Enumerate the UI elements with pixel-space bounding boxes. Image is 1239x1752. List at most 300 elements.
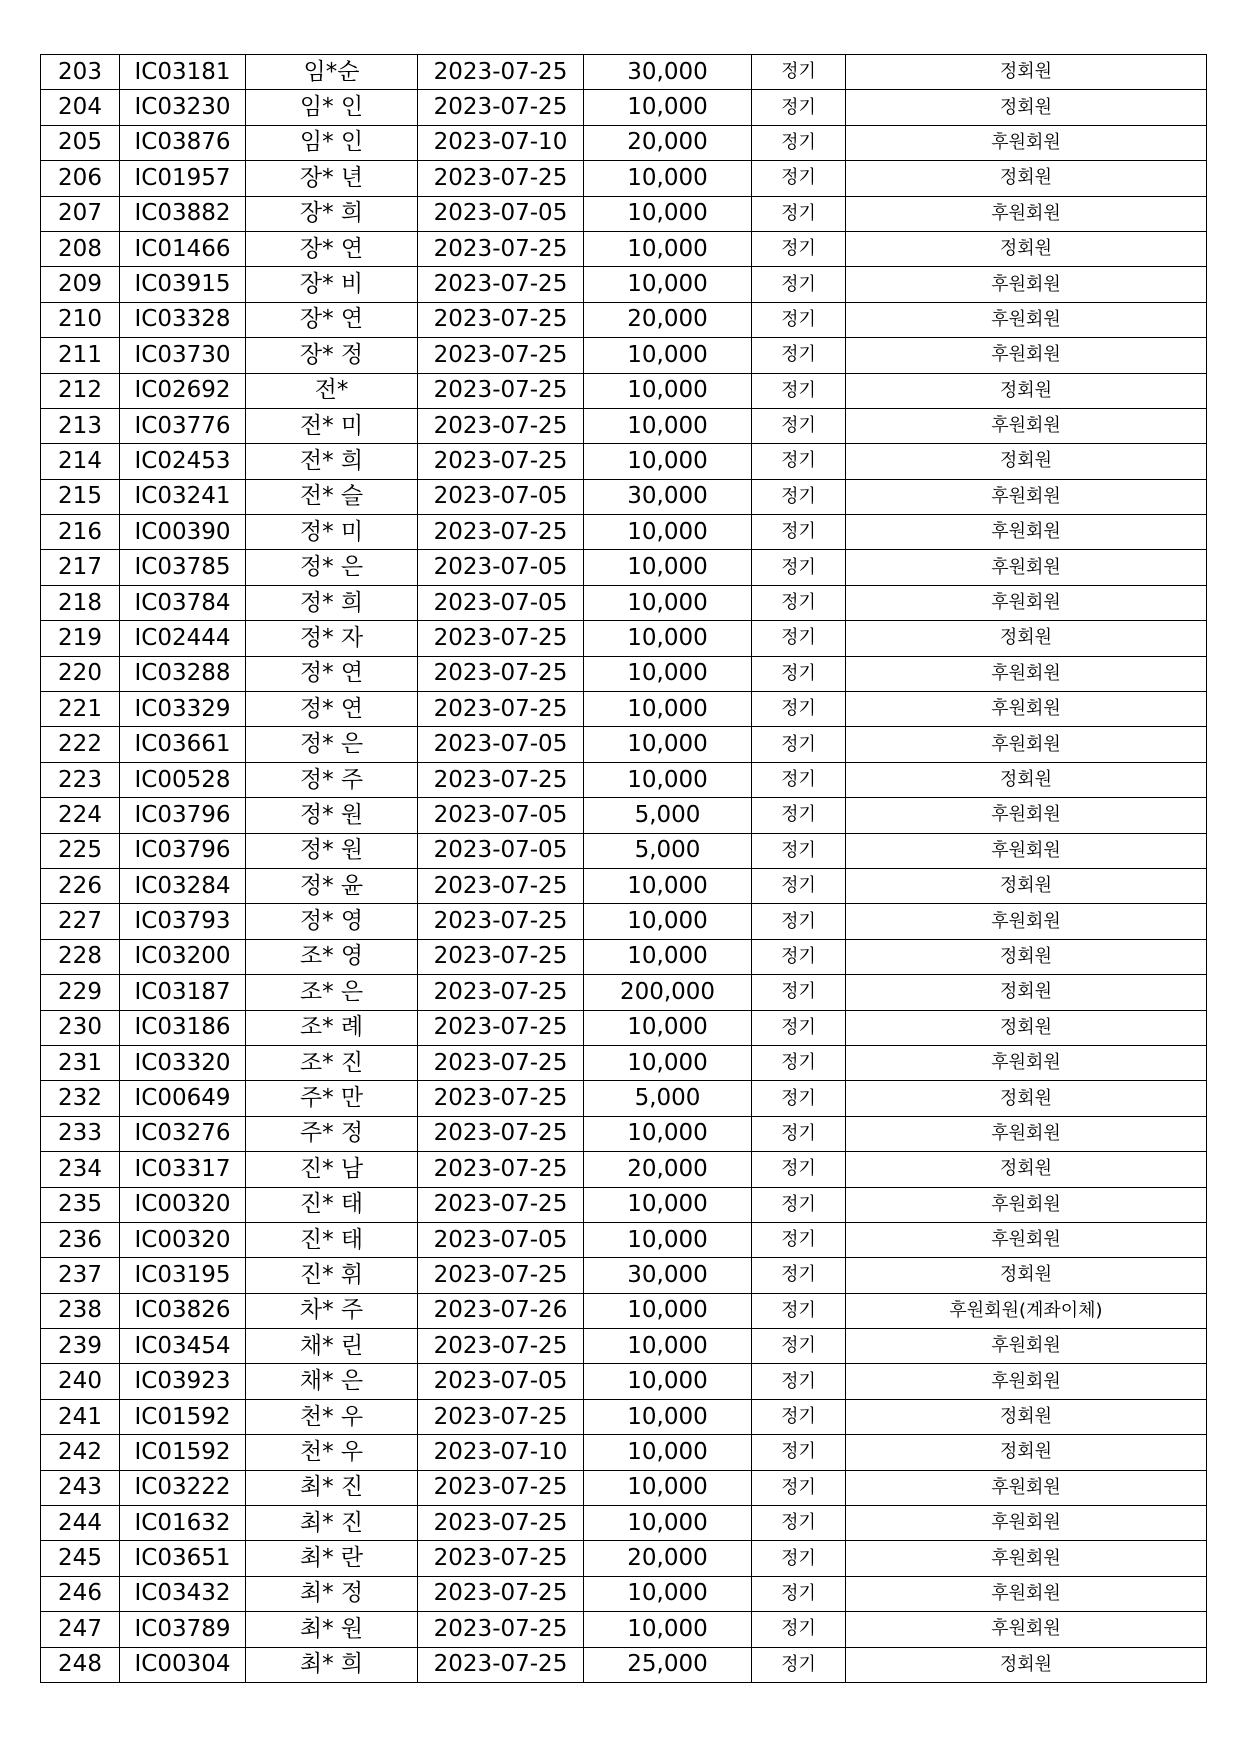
row-number-cell: 211	[41, 338, 120, 373]
donor-name-cell: 정* 원	[246, 798, 418, 833]
donor-id-cell: IC03288	[120, 656, 246, 691]
donation-type-cell: 정기	[752, 621, 846, 656]
donor-id-cell: IC03320	[120, 1045, 246, 1080]
row-number-cell: 213	[41, 408, 120, 443]
donation-date-cell: 2023-07-25	[418, 1576, 584, 1611]
donation-type-cell: 정기	[752, 1329, 846, 1364]
donation-date-cell: 2023-07-25	[418, 1010, 584, 1045]
donor-id-cell: IC03826	[120, 1293, 246, 1328]
donation-date-cell: 2023-07-05	[418, 727, 584, 762]
table-row	[41, 1258, 1207, 1293]
member-type-cell: 후원회원	[846, 338, 1207, 373]
member-type-cell: 정회원	[846, 161, 1207, 196]
donation-type-cell: 정기	[752, 1293, 846, 1328]
donation-date-cell: 2023-07-25	[418, 692, 584, 727]
donation-date-cell: 2023-07-25	[418, 1258, 584, 1293]
donation-amount-cell: 10,000	[584, 1576, 752, 1611]
member-type-cell: 후원회원	[846, 1576, 1207, 1611]
donation-type-cell: 정기	[752, 479, 846, 514]
donation-amount-cell: 10,000	[584, 1399, 752, 1434]
row-number-cell: 220	[41, 656, 120, 691]
donor-id-cell: IC03776	[120, 408, 246, 443]
donor-id-cell: IC03230	[120, 90, 246, 125]
donation-amount-cell: 10,000	[584, 1187, 752, 1222]
donor-id-cell: IC03796	[120, 798, 246, 833]
donor-name-cell: 전* 희	[246, 444, 418, 479]
donor-id-cell: IC01592	[120, 1399, 246, 1434]
donation-type-cell: 정기	[752, 515, 846, 550]
table-row	[41, 762, 1207, 797]
member-type-cell: 정회원	[846, 939, 1207, 974]
member-type-cell: 후원회원	[846, 1329, 1207, 1364]
member-type-cell: 정회원	[846, 444, 1207, 479]
donor-name-cell: 장* 년	[246, 161, 418, 196]
row-number-cell: 246	[41, 1576, 120, 1611]
row-number-cell: 235	[41, 1187, 120, 1222]
donor-id-cell: IC03181	[120, 55, 246, 90]
row-number-cell: 227	[41, 904, 120, 939]
member-type-cell: 정회원	[846, 1010, 1207, 1045]
donation-type-cell: 정기	[752, 798, 846, 833]
donation-type-cell: 정기	[752, 550, 846, 585]
table-row	[41, 1399, 1207, 1434]
donation-amount-cell: 25,000	[584, 1647, 752, 1682]
donor-id-cell: IC03915	[120, 267, 246, 302]
member-type-cell: 후원회원	[846, 585, 1207, 620]
member-type-cell: 정회원	[846, 90, 1207, 125]
member-type-cell: 후원회원	[846, 833, 1207, 868]
donation-type-cell: 정기	[752, 692, 846, 727]
donation-date-cell: 2023-07-25	[418, 1612, 584, 1647]
member-type-cell: 정회원	[846, 868, 1207, 903]
donation-type-cell: 정기	[752, 1435, 846, 1470]
donation-amount-cell: 10,000	[584, 1045, 752, 1080]
row-number-cell: 225	[41, 833, 120, 868]
donation-amount-cell: 10,000	[584, 656, 752, 691]
donation-date-cell: 2023-07-25	[418, 408, 584, 443]
table-row	[41, 338, 1207, 373]
member-type-cell: 후원회원	[846, 1187, 1207, 1222]
donation-amount-cell: 10,000	[584, 1612, 752, 1647]
row-number-cell: 247	[41, 1612, 120, 1647]
row-number-cell: 232	[41, 1081, 120, 1116]
donor-name-cell: 최* 진	[246, 1470, 418, 1505]
table-row	[41, 1329, 1207, 1364]
donor-id-cell: IC01957	[120, 161, 246, 196]
donor-name-cell: 진* 태	[246, 1187, 418, 1222]
donation-amount-cell: 10,000	[584, 904, 752, 939]
donor-name-cell: 정* 영	[246, 904, 418, 939]
member-type-cell: 정회원	[846, 762, 1207, 797]
table-row	[41, 1293, 1207, 1328]
donation-type-cell: 정기	[752, 1399, 846, 1434]
donation-type-cell: 정기	[752, 125, 846, 160]
donation-type-cell: 정기	[752, 373, 846, 408]
donation-amount-cell: 10,000	[584, 550, 752, 585]
donor-name-cell: 정* 자	[246, 621, 418, 656]
donation-amount-cell: 10,000	[584, 585, 752, 620]
table-row	[41, 868, 1207, 903]
donation-amount-cell: 10,000	[584, 515, 752, 550]
row-number-cell: 223	[41, 762, 120, 797]
member-type-cell: 후원회원	[846, 550, 1207, 585]
donation-date-cell: 2023-07-05	[418, 798, 584, 833]
donation-type-cell: 정기	[752, 1647, 846, 1682]
donation-type-cell: 정기	[752, 55, 846, 90]
donor-id-cell: IC03651	[120, 1541, 246, 1576]
donor-name-cell: 장* 연	[246, 231, 418, 266]
donor-name-cell: 조* 영	[246, 939, 418, 974]
donor-name-cell: 진* 휘	[246, 1258, 418, 1293]
donor-id-cell: IC03785	[120, 550, 246, 585]
table-row	[41, 727, 1207, 762]
donation-amount-cell: 10,000	[584, 762, 752, 797]
member-type-cell: 후원회원	[846, 1506, 1207, 1541]
donation-type-cell: 정기	[752, 1010, 846, 1045]
table-row	[41, 444, 1207, 479]
row-number-cell: 212	[41, 373, 120, 408]
row-number-cell: 226	[41, 868, 120, 903]
donor-name-cell: 진* 태	[246, 1222, 418, 1257]
donor-id-cell: IC03882	[120, 196, 246, 231]
donor-id-cell: IC00304	[120, 1647, 246, 1682]
donation-type-cell: 정기	[752, 1187, 846, 1222]
donation-type-cell: 정기	[752, 1576, 846, 1611]
row-number-cell: 208	[41, 231, 120, 266]
donor-name-cell: 정* 은	[246, 727, 418, 762]
table-row	[41, 798, 1207, 833]
donor-id-cell: IC03661	[120, 727, 246, 762]
donor-name-cell: 정* 연	[246, 656, 418, 691]
donor-id-cell: IC00390	[120, 515, 246, 550]
donation-type-cell: 정기	[752, 1081, 846, 1116]
donation-date-cell: 2023-07-05	[418, 550, 584, 585]
row-number-cell: 229	[41, 975, 120, 1010]
donation-amount-cell: 10,000	[584, 1506, 752, 1541]
member-type-cell: 정회원	[846, 1399, 1207, 1434]
donation-date-cell: 2023-07-10	[418, 125, 584, 160]
donor-id-cell: IC03328	[120, 302, 246, 337]
donation-amount-cell: 20,000	[584, 302, 752, 337]
donation-type-cell: 정기	[752, 762, 846, 797]
donation-table	[40, 54, 1207, 1683]
row-number-cell: 224	[41, 798, 120, 833]
donation-type-cell: 정기	[752, 302, 846, 337]
donation-type-cell: 정기	[752, 585, 846, 620]
table-row	[41, 479, 1207, 514]
table-row	[41, 302, 1207, 337]
donation-type-cell: 정기	[752, 90, 846, 125]
donation-type-cell: 정기	[752, 1612, 846, 1647]
donation-type-cell: 정기	[752, 1541, 846, 1576]
table-row	[41, 621, 1207, 656]
table-row	[41, 1187, 1207, 1222]
table-row	[41, 1435, 1207, 1470]
donation-amount-cell: 10,000	[584, 939, 752, 974]
donor-id-cell: IC03276	[120, 1116, 246, 1151]
member-type-cell: 정회원	[846, 55, 1207, 90]
table-row	[41, 585, 1207, 620]
donor-name-cell: 천* 우	[246, 1435, 418, 1470]
table-row	[41, 1081, 1207, 1116]
donation-date-cell: 2023-07-25	[418, 868, 584, 903]
member-type-cell: 후원회원	[846, 1222, 1207, 1257]
table-row	[41, 1541, 1207, 1576]
table-row	[41, 1470, 1207, 1505]
row-number-cell: 243	[41, 1470, 120, 1505]
donation-date-cell: 2023-07-25	[418, 975, 584, 1010]
donation-amount-cell: 10,000	[584, 267, 752, 302]
table-row	[41, 231, 1207, 266]
member-type-cell: 후원회원	[846, 727, 1207, 762]
donor-name-cell: 최* 란	[246, 1541, 418, 1576]
donor-name-cell: 정* 희	[246, 585, 418, 620]
donation-date-cell: 2023-07-25	[418, 515, 584, 550]
donation-amount-cell: 10,000	[584, 1293, 752, 1328]
table-row	[41, 1010, 1207, 1045]
member-type-cell: 정회원	[846, 373, 1207, 408]
member-type-cell: 정회원	[846, 1647, 1207, 1682]
table-row	[41, 55, 1207, 90]
table-row	[41, 904, 1207, 939]
row-number-cell: 219	[41, 621, 120, 656]
donation-type-cell: 정기	[752, 267, 846, 302]
donation-type-cell: 정기	[752, 196, 846, 231]
donation-amount-cell: 10,000	[584, 161, 752, 196]
table-row	[41, 1045, 1207, 1080]
donation-date-cell: 2023-07-25	[418, 302, 584, 337]
donation-type-cell: 정기	[752, 161, 846, 196]
donation-type-cell: 정기	[752, 833, 846, 868]
member-type-cell: 후원회원(계좌이체)	[846, 1293, 1207, 1328]
donation-amount-cell: 10,000	[584, 1435, 752, 1470]
donor-id-cell: IC03784	[120, 585, 246, 620]
donation-amount-cell: 10,000	[584, 621, 752, 656]
row-number-cell: 217	[41, 550, 120, 585]
donor-id-cell: IC01632	[120, 1506, 246, 1541]
row-number-cell: 240	[41, 1364, 120, 1399]
donation-date-cell: 2023-07-25	[418, 338, 584, 373]
donation-amount-cell: 10,000	[584, 196, 752, 231]
donor-name-cell: 정* 윤	[246, 868, 418, 903]
donation-amount-cell: 5,000	[584, 798, 752, 833]
row-number-cell: 214	[41, 444, 120, 479]
member-type-cell: 정회원	[846, 1152, 1207, 1187]
member-type-cell: 정회원	[846, 975, 1207, 1010]
donor-id-cell: IC03329	[120, 692, 246, 727]
donation-amount-cell: 20,000	[584, 1152, 752, 1187]
donor-name-cell: 채* 린	[246, 1329, 418, 1364]
table-row	[41, 1506, 1207, 1541]
donation-type-cell: 정기	[752, 338, 846, 373]
donor-id-cell: IC00320	[120, 1222, 246, 1257]
donor-id-cell: IC03241	[120, 479, 246, 514]
table-row	[41, 1612, 1207, 1647]
row-number-cell: 207	[41, 196, 120, 231]
donation-type-cell: 정기	[752, 1152, 846, 1187]
donation-type-cell: 정기	[752, 408, 846, 443]
row-number-cell: 230	[41, 1010, 120, 1045]
row-number-cell: 218	[41, 585, 120, 620]
donation-type-cell: 정기	[752, 1506, 846, 1541]
row-number-cell: 222	[41, 727, 120, 762]
donation-date-cell: 2023-07-25	[418, 621, 584, 656]
table-row	[41, 1152, 1207, 1187]
member-type-cell: 후원회원	[846, 125, 1207, 160]
donation-date-cell: 2023-07-26	[418, 1293, 584, 1328]
donation-date-cell: 2023-07-25	[418, 656, 584, 691]
donation-date-cell: 2023-07-05	[418, 585, 584, 620]
donor-id-cell: IC03284	[120, 868, 246, 903]
member-type-cell: 후원회원	[846, 479, 1207, 514]
member-type-cell: 정회원	[846, 621, 1207, 656]
donor-id-cell: IC03222	[120, 1470, 246, 1505]
donation-date-cell: 2023-07-05	[418, 196, 584, 231]
donation-type-cell: 정기	[752, 656, 846, 691]
table-row	[41, 267, 1207, 302]
table-row	[41, 1647, 1207, 1682]
table-row	[41, 373, 1207, 408]
row-number-cell: 242	[41, 1435, 120, 1470]
donation-date-cell: 2023-07-25	[418, 762, 584, 797]
row-number-cell: 204	[41, 90, 120, 125]
row-number-cell: 241	[41, 1399, 120, 1434]
row-number-cell: 236	[41, 1222, 120, 1257]
donor-name-cell: 최* 원	[246, 1612, 418, 1647]
donor-name-cell: 진* 남	[246, 1152, 418, 1187]
donation-amount-cell: 10,000	[584, 1222, 752, 1257]
donor-name-cell: 주* 정	[246, 1116, 418, 1151]
donation-type-cell: 정기	[752, 939, 846, 974]
donor-name-cell: 장* 정	[246, 338, 418, 373]
donor-name-cell: 차* 주	[246, 1293, 418, 1328]
table-body	[41, 55, 1207, 1683]
donor-name-cell: 정* 은	[246, 550, 418, 585]
member-type-cell: 정회원	[846, 1435, 1207, 1470]
donation-amount-cell: 10,000	[584, 692, 752, 727]
donor-id-cell: IC03195	[120, 1258, 246, 1293]
donation-date-cell: 2023-07-25	[418, 1399, 584, 1434]
donor-name-cell: 조* 례	[246, 1010, 418, 1045]
member-type-cell: 후원회원	[846, 302, 1207, 337]
donor-id-cell: IC03186	[120, 1010, 246, 1045]
donation-type-cell: 정기	[752, 231, 846, 266]
member-type-cell: 정회원	[846, 1081, 1207, 1116]
donor-name-cell: 임* 인	[246, 125, 418, 160]
row-number-cell: 244	[41, 1506, 120, 1541]
table-row	[41, 515, 1207, 550]
donor-name-cell: 주* 만	[246, 1081, 418, 1116]
row-number-cell: 216	[41, 515, 120, 550]
donation-type-cell: 정기	[752, 1364, 846, 1399]
row-number-cell: 237	[41, 1258, 120, 1293]
member-type-cell: 정회원	[846, 231, 1207, 266]
donation-type-cell: 정기	[752, 975, 846, 1010]
donation-date-cell: 2023-07-05	[418, 1364, 584, 1399]
table-row	[41, 90, 1207, 125]
donation-type-cell: 정기	[752, 1470, 846, 1505]
donation-date-cell: 2023-07-25	[418, 1647, 584, 1682]
row-number-cell: 245	[41, 1541, 120, 1576]
donor-name-cell: 정* 원	[246, 833, 418, 868]
donation-date-cell: 2023-07-25	[418, 1081, 584, 1116]
member-type-cell: 후원회원	[846, 798, 1207, 833]
table-row	[41, 550, 1207, 585]
row-number-cell: 239	[41, 1329, 120, 1364]
table-row	[41, 656, 1207, 691]
row-number-cell: 206	[41, 161, 120, 196]
donor-name-cell: 전* 미	[246, 408, 418, 443]
donation-date-cell: 2023-07-25	[418, 1045, 584, 1080]
donor-name-cell: 정* 연	[246, 692, 418, 727]
donation-date-cell: 2023-07-05	[418, 479, 584, 514]
donor-name-cell: 임*순	[246, 55, 418, 90]
donor-name-cell: 정* 미	[246, 515, 418, 550]
donor-id-cell: IC01592	[120, 1435, 246, 1470]
donor-id-cell: IC03923	[120, 1364, 246, 1399]
donation-amount-cell: 10,000	[584, 1010, 752, 1045]
table-row	[41, 692, 1207, 727]
donor-id-cell: IC03187	[120, 975, 246, 1010]
donor-id-cell: IC03789	[120, 1612, 246, 1647]
donor-id-cell: IC03454	[120, 1329, 246, 1364]
row-number-cell: 233	[41, 1116, 120, 1151]
donor-id-cell: IC00528	[120, 762, 246, 797]
row-number-cell: 234	[41, 1152, 120, 1187]
donor-id-cell: IC02453	[120, 444, 246, 479]
donation-date-cell: 2023-07-10	[418, 1435, 584, 1470]
donation-amount-cell: 10,000	[584, 90, 752, 125]
donation-amount-cell: 10,000	[584, 444, 752, 479]
donor-id-cell: IC01466	[120, 231, 246, 266]
table-row	[41, 408, 1207, 443]
donor-name-cell: 전* 슬	[246, 479, 418, 514]
donation-amount-cell: 5,000	[584, 1081, 752, 1116]
donation-amount-cell: 10,000	[584, 1116, 752, 1151]
donation-amount-cell: 10,000	[584, 727, 752, 762]
member-type-cell: 후원회원	[846, 1612, 1207, 1647]
donation-date-cell: 2023-07-25	[418, 1152, 584, 1187]
donation-amount-cell: 30,000	[584, 55, 752, 90]
donation-date-cell: 2023-07-25	[418, 1116, 584, 1151]
row-number-cell: 231	[41, 1045, 120, 1080]
donation-type-cell: 정기	[752, 868, 846, 903]
member-type-cell: 후원회원	[846, 408, 1207, 443]
donation-date-cell: 2023-07-25	[418, 90, 584, 125]
donation-type-cell: 정기	[752, 444, 846, 479]
member-type-cell: 정회원	[846, 1258, 1207, 1293]
donation-amount-cell: 10,000	[584, 1470, 752, 1505]
table-row	[41, 1364, 1207, 1399]
donation-date-cell: 2023-07-05	[418, 1222, 584, 1257]
donor-id-cell: IC02444	[120, 621, 246, 656]
table-row	[41, 1116, 1207, 1151]
donation-amount-cell: 30,000	[584, 479, 752, 514]
table-row	[41, 939, 1207, 974]
member-type-cell: 후원회원	[846, 515, 1207, 550]
member-type-cell: 후원회원	[846, 692, 1207, 727]
donor-name-cell: 전*	[246, 373, 418, 408]
donation-date-cell: 2023-07-25	[418, 1329, 584, 1364]
donation-amount-cell: 10,000	[584, 231, 752, 266]
donor-id-cell: IC03200	[120, 939, 246, 974]
donation-amount-cell: 10,000	[584, 373, 752, 408]
donor-name-cell: 채* 은	[246, 1364, 418, 1399]
donor-name-cell: 최* 진	[246, 1506, 418, 1541]
table-row	[41, 975, 1207, 1010]
donation-date-cell: 2023-07-25	[418, 1541, 584, 1576]
donation-date-cell: 2023-07-25	[418, 904, 584, 939]
